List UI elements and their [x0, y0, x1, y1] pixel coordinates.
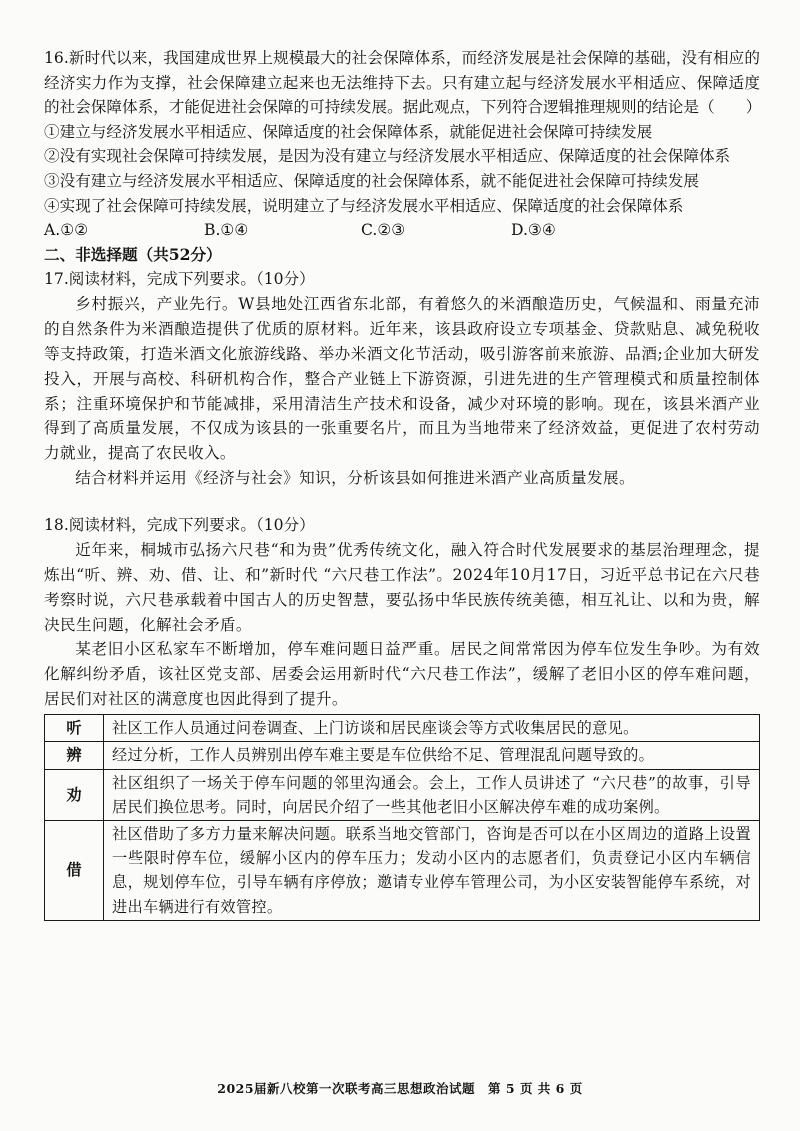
exam-page [44, 46, 760, 921]
section-heading: 二、非选择题（共52分） [44, 244, 222, 264]
q16-option-2: ②没有实现社会保障可持续发展，是因为没有建立与经济发展水平相适应、保障适度的社会保障体系 [44, 147, 731, 166]
q18-material-1: 近年来，桐城市弘扬六尺巷“和为贵”优秀传统文化，融入符合时代发展要求的基层治理理念，提炼出“听、辨、劝、借、让、和”新时代 “六尺巷工作法”。2024年10月17日，习近平总书记在六尺巷考察时说，六尺巷承载着中国古人的历史智慧，要弘扬中华民族传统美德，相互礼让、以和为贵，解决民生问题，化解社会矛盾。 [44, 540, 760, 634]
q16-answer-choices [44, 218, 760, 243]
table-row [45, 769, 760, 820]
step-key: 借 [45, 820, 104, 920]
answer-c: C.②③ [361, 221, 406, 240]
q17-heading: 17.阅读材料，完成下列要求。（10分） [44, 270, 315, 289]
q16-stem: 16.新时代以来，我国建成世界上规模最大的社会保障体系，而经济发展是社会保障的基础，没有相应的经济实力作为支撑，社会保障建立起来也无法维持下去。只有建立起与经济发展水平相适应、保障适度的社会保障体系，才能促进社会保障的可持续发展。据此观点，下列符合逻辑推理规则的结论是（ ） [44, 49, 762, 117]
table-row [45, 820, 760, 920]
table-row [45, 715, 760, 742]
q18-heading: 18.阅读材料，完成下列要求。（10分） [44, 516, 315, 535]
q17-task: 结合材料并运用《经济与社会》知识，分析该县如何推进米酒产业高质量发展。 [75, 469, 635, 488]
answer-d: D.③④ [511, 221, 556, 240]
step-text: 经过分析，工作人员辨别出停车难主要是车位供给不足、管理混乱问题导致的。 [104, 742, 760, 769]
step-key: 辨 [45, 742, 104, 769]
table-row [45, 742, 760, 769]
step-text: 社区组织了一场关于停车问题的邻里沟通会。会上，工作人员讲述了 “六尺巷”的故事，引导居民们换位思考。同时，向居民介绍了一些其他老旧小区解决停车难的成功案例。 [104, 769, 760, 820]
q18-material-2: 某老旧小区私家车不断增加，停车难问题日益严重。居民之间常常因为停车位发生争吵。为有效化解纠纷矛盾，该社区党支部、居委会运用新时代“六尺巷工作法”，缓解了老旧小区的停车难问题，居民们对社区的满意度也因此得到了提升。 [44, 640, 760, 709]
step-key: 听 [45, 715, 104, 742]
q16-option-1: ①建立与经济发展水平相适应、保障适度的社会保障体系，就能促进社会保障可持续发展 [44, 122, 653, 141]
step-key: 劝 [45, 769, 104, 820]
step-text: 社区借助了多方力量来解决问题。联系当地交管部门，咨询是否可以在小区周边的道路上设置一些限时停车位，缓解小区内的停车压力；发动小区内的志愿者们，负责登记小区内车辆信息，规划停车位，引导车辆有序停放；邀请专业停车管理公司，为小区安装智能停车系统，对进出车辆进行有效管控。 [104, 820, 760, 920]
answer-b: B.①④ [204, 221, 249, 240]
q16-option-3: ③没有建立与经济发展水平相适应、保障适度的社会保障体系，就不能促进社会保障可持续发展 [44, 171, 699, 190]
q17-material: 乡村振兴，产业先行。W县地处江西省东北部，有着悠久的米酒酿造历史，气候温和、雨量充沛的自然条件为米酒酿造提供了优质的原材料。近年来，该县政府设立专项基金、贷款贴息、减免税收等支持政策，打造米酒文化旅游线路、举办米酒文化节活动，吸引游客前来旅游、品酒;企业加大研发投入，开展与高校、科研机构合作，整合产业链上下游资源，引进先进的生产管理模式和质量控制体系；注重环境保护和节能减排，采用清洁生产技术和设备，减少对环境的影响。现在，该县米酒产业得到了高质量发展，不仅成为该县的一张重要名片，而且为当地带来了经济效益，更促进了农村劳动力就业，提高了农民收入。 [44, 294, 760, 463]
q16-option-4: ④实现了社会保障可持续发展，说明建立了与经济发展水平相适应、保障适度的社会保障体系 [44, 196, 684, 215]
page-footer: 2025届新八校第一次联考高三思想政治试题 第 5 页 共 6 页 [217, 1081, 583, 1096]
step-text: 社区工作人员通过问卷调查、上门访谈和居民座谈会等方式收集居民的意见。 [104, 715, 760, 742]
six-foot-alley-method-table [44, 714, 760, 921]
answer-a: A.①② [44, 221, 89, 240]
